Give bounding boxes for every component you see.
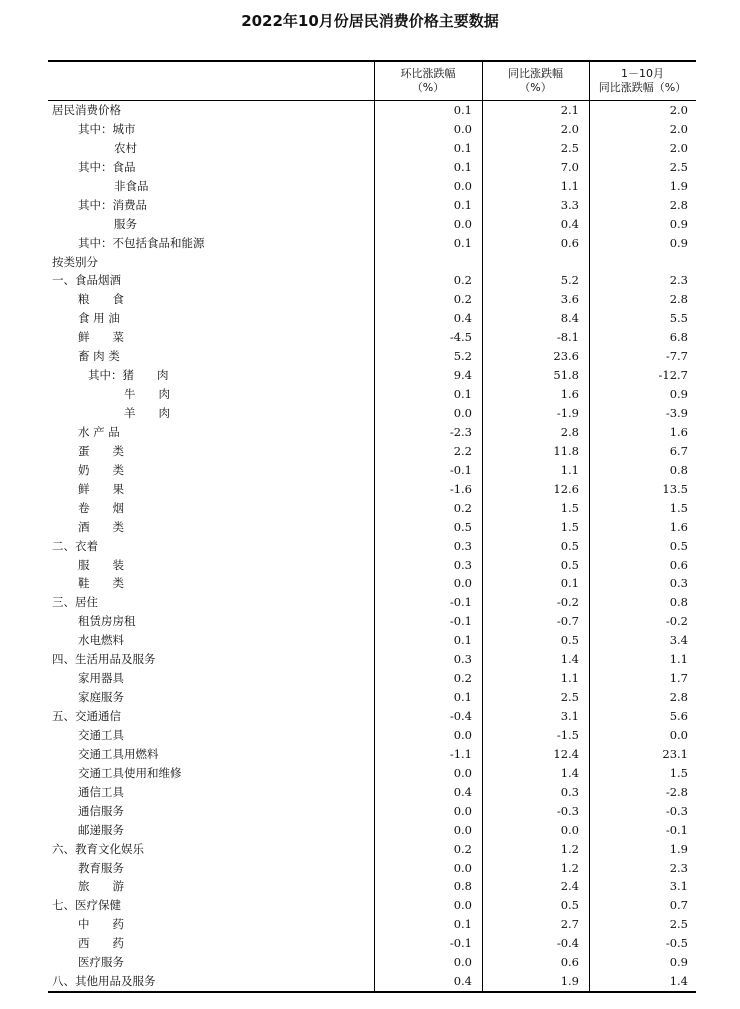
value-ytd: 0.7 (669, 898, 688, 913)
value-ytd: -12.7 (658, 368, 688, 383)
table-row (48, 726, 696, 745)
value-mom: 0.2 (453, 841, 472, 856)
value-ytd: 1.1 (669, 652, 688, 667)
header-yoy-line1: 同比涨跌幅 (508, 67, 563, 80)
header-mom (374, 62, 482, 100)
table-row (48, 764, 696, 783)
table-row (48, 139, 696, 158)
value-yoy: 2.0 (560, 121, 579, 136)
value-mom: -0.1 (449, 595, 472, 610)
table-row (48, 650, 696, 669)
row-label: 五、交通通信 (52, 709, 121, 723)
row-label: 家庭服务 (78, 690, 124, 705)
row-label: 鞋 类 (78, 576, 124, 591)
table-row (48, 215, 696, 234)
value-yoy: 0.0 (560, 822, 579, 837)
table-row (48, 537, 696, 556)
header-mom-line2: （%） (411, 81, 445, 94)
row-label: 交通工具用燃料 (78, 746, 159, 761)
header-ytd-line1: 1－10月 (621, 67, 664, 80)
header-yoy-line2: （%） (519, 81, 552, 94)
cpi-table (48, 60, 696, 991)
table-row (48, 366, 696, 385)
row-label: 交通工具使用和维修 (78, 765, 182, 780)
value-ytd: -2.8 (665, 784, 688, 799)
table-row (48, 253, 696, 272)
value-yoy: 1.2 (560, 841, 579, 856)
value-ytd: 0.9 (669, 235, 688, 250)
table-row (48, 593, 696, 612)
table-row (48, 328, 696, 347)
header-ytd (589, 62, 696, 100)
value-mom: 0.4 (453, 974, 472, 989)
value-ytd: 2.8 (669, 197, 688, 212)
value-ytd: -0.5 (665, 936, 688, 951)
value-ytd: 0.9 (669, 216, 688, 231)
table-row (48, 177, 696, 196)
value-mom: -0.1 (449, 936, 472, 951)
value-mom: 0.0 (453, 727, 472, 742)
value-yoy: -1.9 (556, 406, 579, 420)
row-label: 医疗服务 (78, 955, 124, 970)
value-ytd: 0.3 (669, 576, 688, 591)
value-ytd: -0.1 (665, 822, 688, 837)
row-label: 西 药 (78, 936, 124, 951)
value-mom: 0.3 (453, 538, 472, 553)
row-label: 其中：不包括食品和能源 (78, 235, 205, 250)
row-label: 居民消费价格 (52, 103, 121, 117)
value-ytd: 0.8 (669, 462, 688, 477)
value-mom: 0.2 (453, 671, 472, 686)
value-ytd: 2.8 (669, 292, 688, 307)
value-mom: 0.1 (453, 140, 472, 155)
value-mom: 0.0 (453, 765, 472, 780)
row-label: 酒 类 (78, 519, 124, 534)
table-row (48, 934, 696, 953)
value-mom: -0.1 (449, 614, 472, 629)
value-yoy: 3.1 (560, 709, 579, 723)
value-ytd: 5.5 (669, 311, 688, 326)
value-mom: 0.2 (453, 292, 472, 307)
row-label: 农村 (114, 140, 137, 155)
value-ytd: 1.6 (669, 519, 688, 534)
value-ytd: 2.8 (669, 690, 688, 705)
value-mom: 0.1 (453, 159, 472, 174)
table-row (48, 518, 696, 537)
value-mom: 0.1 (453, 690, 472, 705)
value-yoy: 51.8 (553, 368, 579, 383)
table-row (48, 877, 696, 896)
value-mom: 0.0 (453, 406, 472, 420)
value-yoy: 1.5 (560, 519, 579, 534)
row-label: 教育服务 (78, 860, 124, 875)
value-mom: 0.3 (453, 557, 472, 572)
value-mom: 2.2 (453, 443, 472, 458)
table-row (48, 707, 696, 726)
table-row (48, 290, 696, 309)
row-label: 水 产 品 (78, 424, 120, 439)
value-mom: -4.5 (449, 330, 472, 345)
value-ytd: 3.4 (669, 633, 688, 648)
value-yoy: 0.6 (560, 235, 579, 250)
row-label: 通信工具 (78, 784, 124, 799)
row-label: 旅 游 (78, 879, 124, 894)
value-yoy: 1.4 (560, 765, 579, 780)
value-yoy: 0.5 (560, 557, 579, 572)
value-mom: 0.3 (453, 652, 472, 667)
value-mom: 0.0 (453, 216, 472, 231)
row-label: 牛 肉 (124, 387, 170, 402)
table-row (48, 669, 696, 688)
table-row (48, 859, 696, 878)
value-yoy: 2.5 (560, 690, 579, 705)
table-row (48, 461, 696, 480)
value-mom: 0.1 (453, 387, 472, 402)
value-ytd: 0.5 (669, 538, 688, 553)
value-mom: -1.6 (449, 481, 472, 496)
value-ytd: 0.9 (669, 387, 688, 402)
row-label: 按类别分 (52, 254, 98, 269)
value-yoy: 12.4 (553, 746, 579, 761)
value-mom: -2.3 (449, 424, 472, 439)
value-yoy: 3.6 (560, 292, 579, 307)
table-body (48, 101, 696, 991)
value-yoy: 1.2 (560, 860, 579, 875)
value-mom: 0.0 (453, 898, 472, 913)
row-label: 粮 食 (78, 292, 124, 307)
table-row (48, 783, 696, 802)
row-label: 奶 类 (78, 462, 124, 477)
value-mom: 0.4 (453, 784, 472, 799)
row-label: 中 药 (78, 917, 124, 932)
table-row (48, 101, 696, 120)
header-mom-line1: 环比涨跌幅 (400, 67, 456, 80)
value-mom: 0.0 (453, 955, 472, 970)
row-label: 其中：消费品 (78, 197, 147, 212)
value-mom: 0.4 (453, 311, 472, 326)
value-yoy: 2.5 (560, 140, 579, 155)
table-row (48, 631, 696, 650)
table-row (48, 309, 696, 328)
value-yoy: 7.0 (560, 159, 579, 174)
value-mom: 0.1 (453, 235, 472, 250)
value-ytd: 2.5 (669, 159, 688, 174)
value-yoy: 12.6 (553, 481, 579, 496)
value-ytd: 23.1 (662, 746, 688, 761)
table-row (48, 499, 696, 518)
value-mom: -1.1 (449, 746, 472, 761)
row-label: 四、生活用品及服务 (52, 652, 156, 667)
table-bottom-rule (48, 991, 696, 993)
value-yoy: 2.4 (560, 879, 579, 894)
value-yoy: 0.5 (560, 538, 579, 553)
value-mom: -0.4 (449, 709, 472, 723)
table-row (48, 271, 696, 290)
row-label: 二、衣着 (52, 538, 98, 553)
row-label: 服务 (114, 216, 137, 231)
value-yoy: 0.5 (560, 633, 579, 648)
value-yoy: 11.8 (553, 443, 579, 458)
value-mom: 0.2 (453, 273, 472, 288)
row-label: 其中：食品 (78, 159, 136, 174)
value-ytd: 1.5 (669, 500, 688, 515)
value-yoy: 0.6 (560, 955, 579, 970)
column-divider (589, 60, 590, 991)
table-row (48, 688, 696, 707)
row-label: 交通工具 (78, 727, 124, 742)
value-mom: 0.1 (453, 633, 472, 648)
value-yoy: 0.1 (560, 576, 579, 591)
row-label: 非食品 (114, 178, 149, 193)
value-ytd: 2.5 (669, 917, 688, 932)
row-label: 六、教育文化娱乐 (52, 841, 144, 856)
value-mom: 0.0 (453, 860, 472, 875)
value-ytd: 1.9 (669, 178, 688, 193)
value-yoy: 0.3 (560, 784, 579, 799)
column-divider (482, 60, 483, 991)
value-mom: 0.1 (453, 197, 472, 212)
value-yoy: 1.1 (560, 178, 579, 193)
table-row (48, 821, 696, 840)
table-header (48, 60, 696, 101)
value-yoy: -0.7 (556, 614, 579, 629)
row-label: 羊 肉 (124, 406, 170, 420)
table-row (48, 480, 696, 499)
table-row (48, 347, 696, 366)
table-row (48, 745, 696, 764)
column-divider (374, 60, 375, 991)
value-ytd: 0.0 (669, 727, 688, 742)
value-ytd: 5.6 (669, 709, 688, 723)
row-label: 其中：城市 (78, 121, 136, 136)
table-row (48, 158, 696, 177)
row-label: 其中：猪 肉 (88, 368, 169, 383)
value-mom: 9.4 (453, 368, 472, 383)
value-yoy: 1.5 (560, 500, 579, 515)
value-ytd: -7.7 (665, 349, 688, 364)
table-row (48, 574, 696, 593)
table-row (48, 972, 696, 991)
value-ytd: -3.9 (665, 406, 688, 420)
value-ytd: 6.8 (669, 330, 688, 345)
value-ytd: 2.3 (669, 860, 688, 875)
value-yoy: 2.1 (560, 103, 579, 117)
value-yoy: -0.2 (556, 595, 579, 610)
header-ytd-line2: 同比涨跌幅（%） (598, 81, 687, 94)
table-row (48, 612, 696, 631)
value-yoy: 3.3 (560, 197, 579, 212)
value-yoy: 8.4 (560, 311, 579, 326)
value-yoy: 0.4 (560, 216, 579, 231)
value-mom: 0.0 (453, 121, 472, 136)
table-row (48, 404, 696, 423)
row-label: 鲜 果 (78, 481, 124, 496)
value-ytd: 13.5 (662, 481, 688, 496)
value-ytd: 0.6 (669, 557, 688, 572)
value-ytd: 1.4 (669, 974, 688, 989)
row-label: 八、其他用品及服务 (52, 974, 156, 989)
row-label: 家用器具 (78, 671, 124, 686)
header-yoy (482, 62, 589, 100)
row-label: 三、居住 (52, 595, 98, 610)
value-yoy: 23.6 (553, 349, 579, 364)
value-ytd: 2.0 (669, 121, 688, 136)
page-title: 2022年10月份居民消费价格主要数据 (241, 12, 499, 30)
value-ytd: -0.2 (665, 614, 688, 629)
value-mom: -0.1 (449, 462, 472, 477)
value-mom: 0.5 (453, 519, 472, 534)
row-label: 租赁房房租 (78, 614, 136, 629)
row-label: 畜 肉 类 (78, 349, 120, 364)
value-mom: 0.2 (453, 500, 472, 515)
table-row (48, 953, 696, 972)
value-ytd: 6.7 (669, 443, 688, 458)
value-ytd: 0.8 (669, 595, 688, 610)
value-yoy: 0.5 (560, 898, 579, 913)
value-yoy: 2.7 (560, 917, 579, 932)
value-ytd: 2.0 (669, 103, 688, 117)
table-row (48, 556, 696, 575)
value-yoy: 1.4 (560, 652, 579, 667)
table-row (48, 234, 696, 253)
value-yoy: 2.8 (560, 424, 579, 439)
value-mom: 0.0 (453, 576, 472, 591)
value-yoy: 1.6 (560, 387, 579, 402)
table-row (48, 802, 696, 821)
row-label: 水电燃料 (78, 633, 124, 648)
row-label: 蛋 类 (78, 443, 124, 458)
table-row (48, 196, 696, 215)
value-mom: 0.8 (453, 879, 472, 894)
row-label: 鲜 菜 (78, 330, 124, 345)
table-row (48, 840, 696, 859)
value-mom: 0.1 (453, 917, 472, 932)
value-yoy: 5.2 (560, 273, 579, 288)
table-row (48, 385, 696, 404)
row-label: 一、食品烟酒 (52, 273, 121, 288)
value-yoy: -1.5 (556, 727, 579, 742)
row-label: 通信服务 (78, 803, 124, 818)
value-mom: 5.2 (453, 349, 472, 364)
value-ytd: 1.7 (669, 671, 688, 686)
value-mom: 0.1 (453, 103, 472, 117)
value-mom: 0.0 (453, 178, 472, 193)
value-yoy: -0.4 (556, 936, 579, 951)
value-yoy: 1.1 (560, 462, 579, 477)
value-ytd: -0.3 (665, 803, 688, 818)
table-row (48, 120, 696, 139)
row-label: 食 用 油 (78, 311, 120, 326)
value-yoy: 1.1 (560, 671, 579, 686)
value-mom: 0.0 (453, 822, 472, 837)
value-yoy: 1.9 (560, 974, 579, 989)
value-yoy: -0.3 (556, 803, 579, 818)
row-label: 七、医疗保健 (52, 898, 121, 913)
value-ytd: 1.6 (669, 424, 688, 439)
value-yoy: -8.1 (556, 330, 579, 345)
value-mom: 0.0 (453, 803, 472, 818)
row-label: 邮递服务 (78, 822, 124, 837)
table-row (48, 896, 696, 915)
table-row (48, 915, 696, 934)
value-ytd: 2.3 (669, 273, 688, 288)
value-ytd: 3.1 (669, 879, 688, 894)
row-label: 卷 烟 (78, 500, 124, 515)
value-ytd: 0.9 (669, 955, 688, 970)
value-ytd: 1.9 (669, 841, 688, 856)
value-ytd: 1.5 (669, 765, 688, 780)
value-ytd: 2.0 (669, 140, 688, 155)
row-label: 服 装 (78, 557, 124, 572)
table-row (48, 423, 696, 442)
table-row (48, 442, 696, 461)
